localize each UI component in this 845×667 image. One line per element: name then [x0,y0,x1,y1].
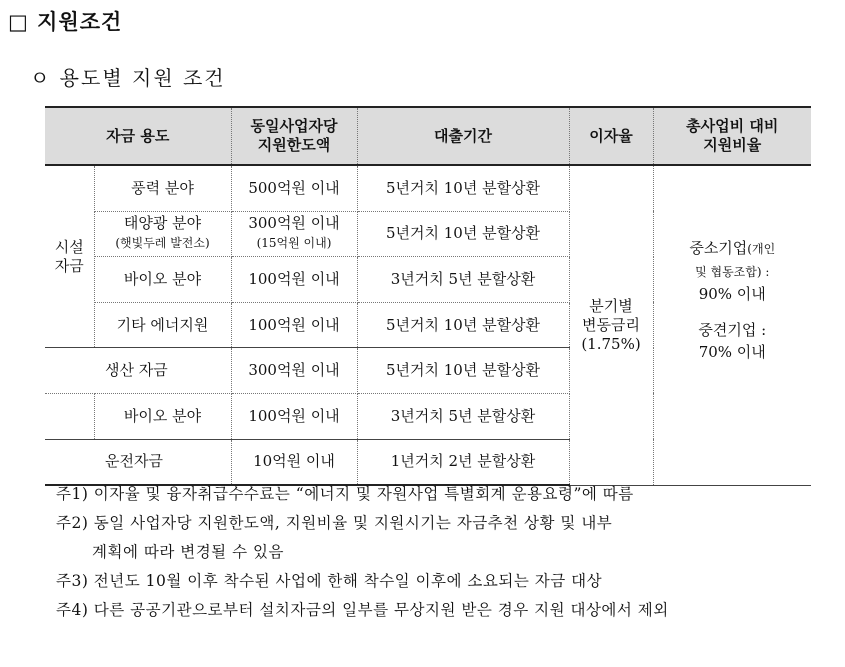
header-period: 대출기간 [357,107,569,165]
footnote-4: 주4) 다른 공공기관으로부터 설치자금의 일부를 무상지원 받은 경우 지원 대상에서 제외 [56,601,669,619]
header-ratio: 총사업비 대비 지원비율 [653,107,811,165]
row-use: 기타 에너지원 [94,302,231,348]
row-period: 5년거치 10년 분할상환 [357,165,569,211]
row-use: 바이오 분야 [94,257,231,303]
support-ratio-cell: 중소기업(개인 및 협동조합) : 90% 이내 중견기업 : 70% 이내 [653,165,811,485]
row-period: 5년거치 10년 분할상환 [357,211,569,257]
footnote-1: 주1) 이자율 및 융자취급수수료는 “에너지 및 자원사업 특별회계 운용요령”에 따름 [56,485,634,503]
row-period: 1년거치 2년 분할상환 [357,439,569,485]
row-limit: 100억원 이내 [231,302,357,348]
row-use: 풍력 분야 [94,165,231,211]
operating-fund-label: 운전자금 [45,439,231,485]
table-header-row [45,107,811,165]
row-limit: 100억원 이내 [231,393,357,439]
production-fund-label: 생산 자금 [45,348,231,394]
row-limit: 500억원 이내 [231,165,357,211]
support-conditions-table [45,106,811,486]
header-rate: 이자율 [569,107,653,165]
row-use: 태양광 분야 (햇빛두레 발전소) [94,211,231,257]
facility-fund-label: 시설 자금 [45,165,94,348]
interest-rate-cell: 분기별 변동금리 (1.75%) [569,165,653,485]
row-use: 바이오 분야 [94,393,231,439]
header-use: 자금 용도 [45,107,231,165]
row-limit: 300억원 이내 (15억원 이내) [231,211,357,257]
row-period: 5년거치 10년 분할상환 [357,348,569,394]
table-row [45,165,811,211]
footnote-2: 주2) 동일 사업자당 지원한도액, 지원비율 및 지원시기는 자금추천 상황 및 내부 [56,514,613,532]
footnote-2-continued: 계획에 따라 변경될 수 있음 [92,543,284,561]
footnote-3: 주3) 전년도 10월 이후 착수된 사업에 한해 착수일 이후에 소요되는 자금 대상 [56,572,603,590]
section-subtitle: ㅇ 용도별 지원 조건 [30,66,226,90]
row-blank [45,393,94,439]
row-limit: 10억원 이내 [231,439,357,485]
page-title: □ 지원조건 [8,10,123,34]
footnotes [56,480,669,625]
row-limit: 300억원 이내 [231,348,357,394]
row-period: 3년거치 5년 분할상환 [357,257,569,303]
row-limit: 100억원 이내 [231,257,357,303]
row-period: 5년거치 10년 분할상환 [357,302,569,348]
header-limit: 동일사업자당 지원한도액 [231,107,357,165]
row-period: 3년거치 5년 분할상환 [357,393,569,439]
